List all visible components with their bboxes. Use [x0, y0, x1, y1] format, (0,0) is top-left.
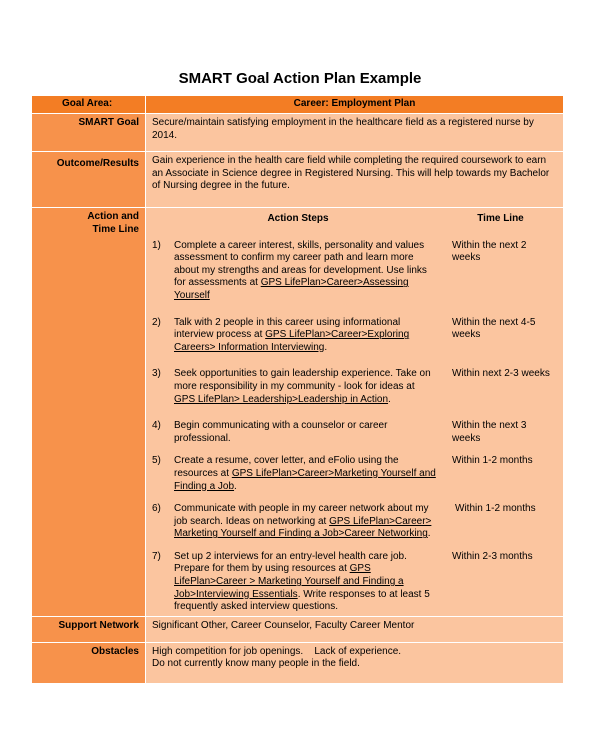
- action-step: [152, 503, 444, 541]
- step-number: 7): [152, 550, 161, 562]
- action-steps-cell: [146, 208, 564, 617]
- support-network-value: Significant Other, Career Counselor, Faculty Career Mentor: [146, 616, 564, 642]
- goal-area-value: Career: Employment Plan: [146, 96, 564, 114]
- step-timeline: Within 1-2 months: [455, 503, 536, 515]
- step-resource-link[interactable]: GPS LifePlan> Leadership>Leadership in Action: [174, 393, 389, 405]
- step-resource-link[interactable]: GPS LifePlan>Career> Marketing Yourself and Finding a Job>Career Networking: [174, 515, 432, 540]
- step-text: [174, 455, 438, 493]
- step-description-end: . Write responses to at least 5 frequently asked interview questions.: [174, 588, 430, 613]
- action-plan-table: [31, 95, 564, 684]
- action-step: [152, 551, 444, 614]
- step-description-end: .: [324, 341, 328, 353]
- step-description-end: .: [234, 480, 237, 492]
- step-number: 5): [152, 455, 161, 467]
- step-timeline: Within 1-2 months: [452, 455, 533, 467]
- step-timeline: Within the next 3 weeks: [452, 420, 527, 444]
- smart-goal-label: SMART Goal: [32, 114, 146, 152]
- step-description: Set up 2 interviews for an entry-level health care job. Prepare for them by using resources at: [174, 550, 407, 575]
- step-number: 6): [152, 503, 161, 515]
- action-steps-grid: [152, 211, 557, 614]
- step-number: 1): [152, 239, 161, 251]
- step-number: 3): [152, 368, 161, 380]
- step-description: Complete a career interest, skills, personality and values assessment to confirm my career path and learn more about my strengths and areas for development. Use links for assessments at: [174, 239, 427, 289]
- action-step: [152, 240, 444, 303]
- outcome-value: Gain experience in the health care field while completing the required coursework to earn an Associate in Science degree in Registered Nursing. This will help towards my Bachelor of Nursing degree in the future.: [146, 152, 564, 208]
- obstacles-line-2: Do not currently know many people in the field.: [152, 658, 360, 670]
- action-step: [152, 368, 444, 406]
- action-label-line2: Time Line: [92, 223, 139, 235]
- obstacles-label: Obstacles: [32, 642, 146, 683]
- step-resource-link[interactable]: GPS LifePlan>Career>Assessing Yourself: [174, 277, 409, 301]
- step-text: [174, 368, 438, 406]
- action-steps-header: Action Steps: [267, 213, 329, 224]
- step-description: Talk with 2 people in this career using informational interview process at: [174, 316, 401, 341]
- action-label-line1: Action and: [87, 211, 139, 222]
- page-title: SMART Goal Action Plan Example: [178, 70, 422, 87]
- outcome-label: Outcome/Results: [32, 152, 146, 208]
- step-resource-link[interactable]: GPS LifePlan>Career>Marketing Yourself and Finding a Job: [174, 467, 436, 492]
- step-timeline: Within next 2-3 weeks: [452, 368, 550, 380]
- step-description: Seek opportunities to gain leadership experience. Take on more responsibility in my community - look for ideas at: [174, 368, 431, 392]
- obstacles-value: [146, 642, 564, 683]
- step-text: [174, 420, 438, 445]
- step-resource-link[interactable]: GPS LifePlan>Career > Marketing Yourself and Finding a Job>Interviewing Essentials: [174, 563, 404, 600]
- step-description: Begin communicating with a counselor or career professional.: [174, 420, 388, 444]
- action-timeline-label: [32, 208, 146, 617]
- time-line-header: Time Line: [477, 213, 524, 224]
- goal-area-label: Goal Area:: [32, 96, 146, 114]
- step-timeline: Within 2-3 months: [452, 550, 533, 562]
- step-text: [174, 317, 438, 355]
- step-description-end: .: [427, 528, 431, 540]
- step-number: 2): [152, 316, 161, 328]
- step-description: Communicate with people in my career network about my job search. Ideas on networking at: [174, 503, 429, 527]
- step-timeline: Within the next 2 weeks: [452, 239, 527, 264]
- step-timeline: Within the next 4-5 weeks: [452, 316, 536, 341]
- action-step: [152, 317, 444, 355]
- action-step: [152, 420, 444, 445]
- step-description: Create a resume, cover letter, and eFolio using the resources at: [174, 455, 399, 479]
- step-text: [174, 551, 438, 614]
- obstacles-line-1: High competition for job openings. Lack of experience.: [152, 645, 402, 657]
- step-description-end: .: [388, 393, 391, 405]
- step-number: 4): [152, 420, 161, 432]
- step-text: [174, 503, 438, 541]
- step-resource-link[interactable]: GPS LifePlan>Career>Exploring Careers> Information Interviewing: [174, 329, 410, 353]
- action-step: [152, 455, 444, 493]
- support-network-label: Support Network: [32, 616, 146, 642]
- smart-goal-value: Secure/maintain satisfying employment in the healthcare field as a registered nurse by 2014.: [146, 114, 564, 152]
- step-text: [174, 240, 438, 303]
